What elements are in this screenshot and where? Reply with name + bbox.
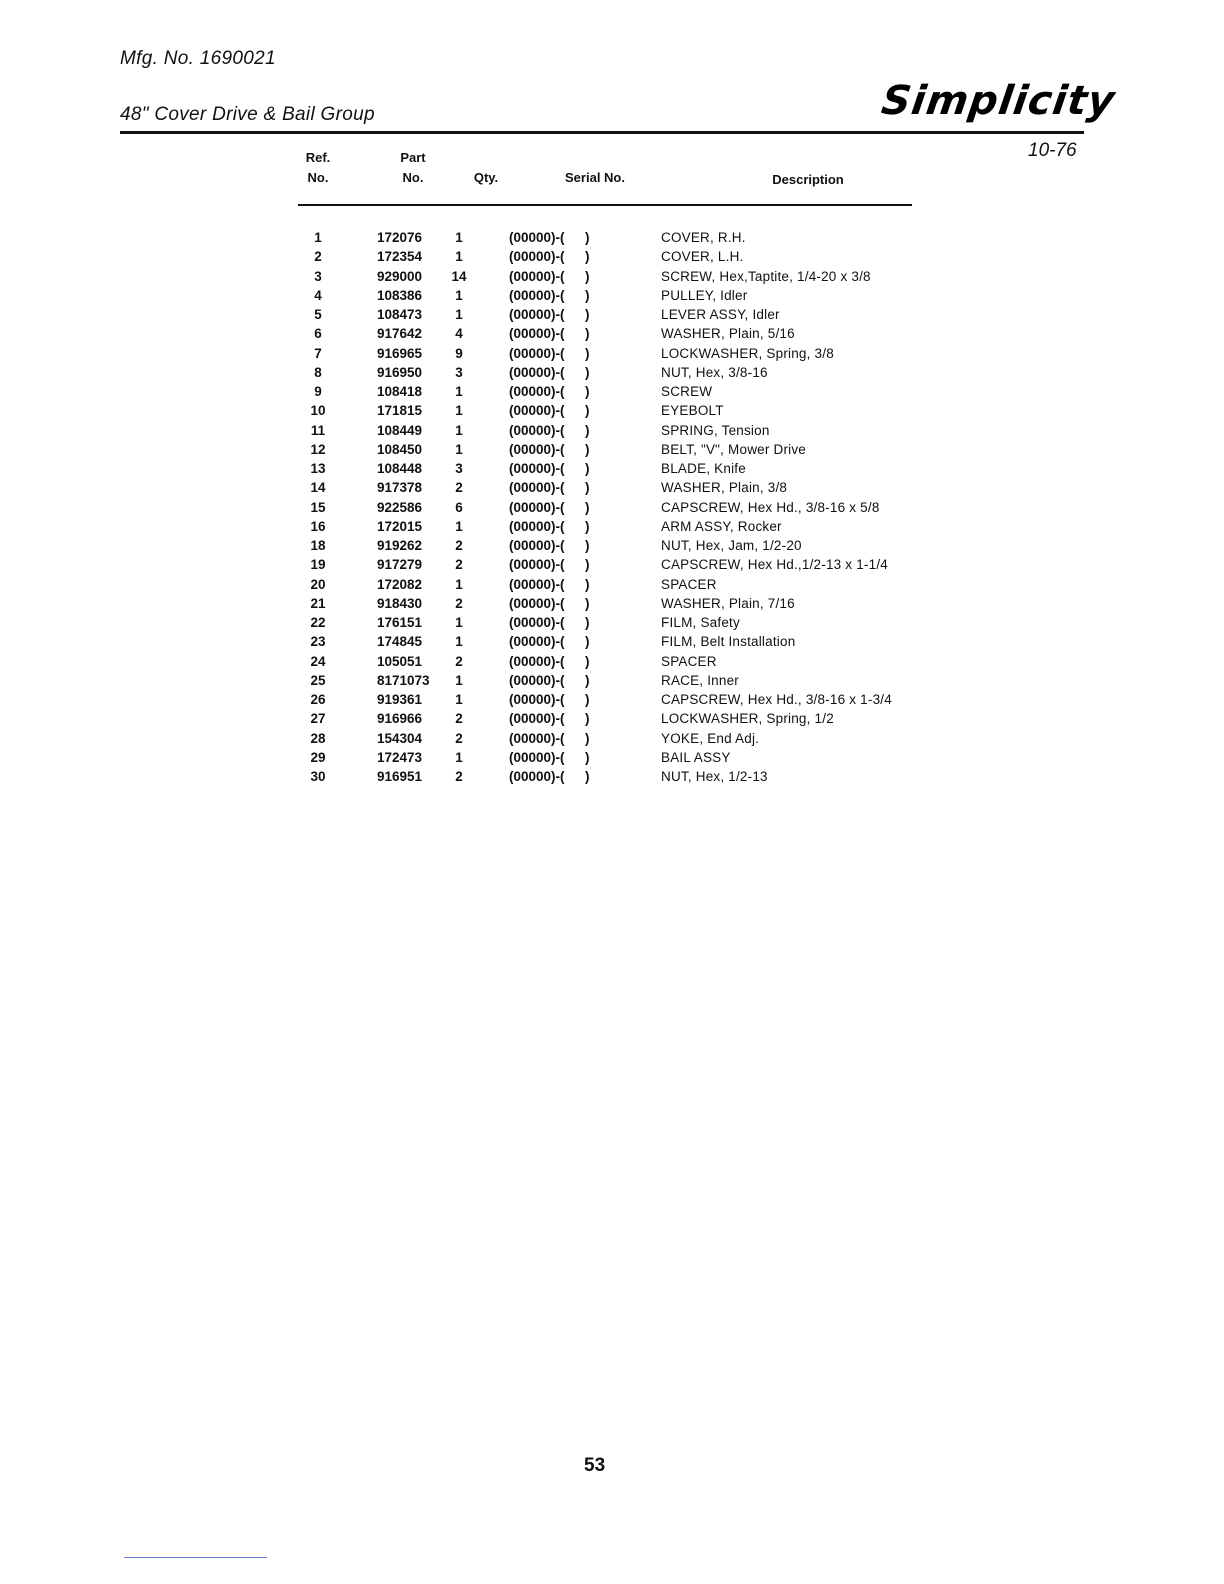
cell-description: NUT, Hex, 3/8-16 <box>661 364 768 380</box>
cell-description: BAIL ASSY <box>661 749 731 765</box>
cell-serial-end: ) <box>585 364 590 380</box>
cell-serial-no: (00000)-( <box>509 672 565 688</box>
cell-serial-no: (00000)-( <box>509 422 565 438</box>
cell-quantity: 1 <box>455 249 463 265</box>
cell-serial-end: ) <box>585 249 590 265</box>
table-row <box>300 613 892 632</box>
cell-quantity: 9 <box>455 345 463 361</box>
cell-quantity: 1 <box>455 692 463 707</box>
cell-ref-no: 10 <box>310 403 326 419</box>
table-row <box>300 536 892 555</box>
cell-serial-no: (00000)-( <box>509 576 565 592</box>
cell-part-no: 154304 <box>377 730 423 746</box>
cell-quantity: 1 <box>455 634 463 650</box>
cell-description: CAPSCREW, Hex Hd.,1/2-13 x 1-1/4 <box>661 557 888 573</box>
cell-description: SCREW, Hex,Taptite, 1/4-20 x 3/8 <box>661 268 871 284</box>
cell-description: CAPSCREW, Hex Hd., 3/8-16 x 5/8 <box>661 499 880 515</box>
table-row <box>300 247 892 266</box>
cell-serial-end: ) <box>585 422 590 438</box>
cell-part-no: 918430 <box>377 595 423 611</box>
column-header-serial: Serial No. <box>565 170 625 185</box>
cell-quantity: 6 <box>455 499 463 515</box>
table-row <box>300 363 892 382</box>
cell-serial-no: (00000)-( <box>509 307 565 322</box>
cell-serial-no: (00000)-( <box>509 769 565 784</box>
cell-description: WASHER, Plain, 3/8 <box>661 480 788 496</box>
cell-ref-no: 7 <box>314 345 322 361</box>
cell-quantity: 1 <box>455 749 463 765</box>
cell-part-no: 172473 <box>377 749 423 765</box>
cell-serial-end: ) <box>585 403 590 419</box>
cell-serial-end: ) <box>585 499 590 515</box>
cell-quantity: 1 <box>455 672 463 688</box>
cell-ref-no: 25 <box>310 672 326 688</box>
cell-ref-no: 14 <box>310 480 326 496</box>
cell-ref-no: 2 <box>314 249 322 265</box>
cell-part-no: 108418 <box>377 384 423 399</box>
cell-serial-end: ) <box>585 307 590 322</box>
cell-quantity: 2 <box>455 538 463 553</box>
cell-ref-no: 30 <box>310 769 326 784</box>
cell-description: COVER, L.H. <box>661 249 744 265</box>
cell-description: NUT, Hex, 1/2-13 <box>661 769 768 784</box>
cell-description: LOCKWASHER, Spring, 3/8 <box>661 345 834 361</box>
cell-ref-no: 11 <box>310 422 326 438</box>
cell-quantity: 14 <box>451 268 467 284</box>
cell-part-no: 917378 <box>377 480 423 496</box>
cell-quantity: 1 <box>455 422 463 438</box>
cell-quantity: 1 <box>455 307 463 322</box>
cell-part-no: 922586 <box>377 499 423 515</box>
table-row <box>300 767 892 786</box>
cell-quantity: 1 <box>455 615 463 630</box>
cell-quantity: 1 <box>455 441 463 457</box>
cell-ref-no: 29 <box>310 749 326 765</box>
cell-quantity: 3 <box>455 461 463 476</box>
cell-serial-end: ) <box>585 518 590 534</box>
cell-ref-no: 1 <box>314 230 322 245</box>
cell-description: SPRING, Tension <box>661 422 770 438</box>
cell-part-no: 916951 <box>377 769 423 784</box>
cell-serial-end: ) <box>585 538 590 553</box>
cell-ref-no: 26 <box>310 692 326 707</box>
cell-description: LOCKWASHER, Spring, 1/2 <box>661 711 834 727</box>
table-row <box>300 517 892 536</box>
cell-ref-no: 3 <box>314 268 322 284</box>
cell-ref-no: 12 <box>310 441 326 457</box>
cell-serial-no: (00000)-( <box>509 384 565 399</box>
cell-serial-end: ) <box>585 384 590 399</box>
cell-quantity: 2 <box>455 653 463 669</box>
cell-serial-no: (00000)-( <box>509 403 565 419</box>
cell-serial-end: ) <box>585 711 590 727</box>
cell-serial-end: ) <box>585 672 590 688</box>
cell-description: SPACER <box>661 576 717 592</box>
cell-description: SPACER <box>661 653 717 669</box>
group-title: 48" Cover Drive & Bail Group <box>120 104 375 125</box>
cell-ref-no: 18 <box>310 538 326 553</box>
cell-part-no: 172076 <box>377 230 423 245</box>
table-row <box>300 709 892 728</box>
cell-part-no: 916966 <box>377 711 423 727</box>
cell-serial-no: (00000)-( <box>509 326 565 342</box>
table-row <box>300 382 892 401</box>
cell-description: EYEBOLT <box>661 403 724 419</box>
table-row <box>300 555 892 574</box>
cell-quantity: 2 <box>455 711 463 727</box>
cell-ref-no: 20 <box>310 576 326 592</box>
cell-serial-end: ) <box>585 653 590 669</box>
cell-ref-no: 9 <box>314 384 322 399</box>
cell-description: SCREW <box>661 384 713 399</box>
cell-part-no: 176151 <box>377 615 423 630</box>
cell-serial-no: (00000)-( <box>509 557 565 573</box>
cell-serial-end: ) <box>585 441 590 457</box>
table-row <box>300 671 892 690</box>
table-row <box>300 286 892 305</box>
table-row <box>300 748 892 767</box>
cell-serial-end: ) <box>585 461 590 476</box>
column-header-description: Description <box>772 172 844 187</box>
cell-serial-no: (00000)-( <box>509 268 565 284</box>
cell-serial-end: ) <box>585 615 590 630</box>
revision-date: 10-76 <box>1028 140 1077 161</box>
cell-serial-no: (00000)-( <box>509 287 565 303</box>
cell-serial-no: (00000)-( <box>509 653 565 669</box>
cell-serial-no: (00000)-( <box>509 345 565 361</box>
cell-serial-no: (00000)-( <box>509 595 565 611</box>
cell-ref-no: 28 <box>310 730 326 746</box>
table-row <box>300 478 892 497</box>
cell-part-no: 919262 <box>377 538 423 553</box>
table-row <box>300 594 892 613</box>
table-row <box>300 228 892 247</box>
cell-quantity: 2 <box>455 480 463 496</box>
cell-serial-end: ) <box>585 480 590 496</box>
cell-ref-no: 21 <box>310 595 326 611</box>
table-row <box>300 729 892 748</box>
cell-serial-no: (00000)-( <box>509 364 565 380</box>
cell-ref-no: 22 <box>310 615 326 630</box>
cell-part-no: 919361 <box>377 692 423 707</box>
cell-serial-no: (00000)-( <box>509 518 565 534</box>
cell-part-no: 917642 <box>377 326 423 342</box>
header-underline <box>298 204 912 206</box>
table-row <box>300 324 892 343</box>
cell-ref-no: 6 <box>314 326 322 342</box>
column-header-ref-line2: No. <box>307 170 329 185</box>
column-header-part <box>390 148 436 188</box>
cell-serial-no: (00000)-( <box>509 230 565 245</box>
table-row <box>300 632 892 651</box>
cell-serial-no: (00000)-( <box>509 538 565 553</box>
table-row <box>300 401 892 420</box>
column-header-ref-line1: Ref. <box>305 150 331 165</box>
cell-part-no: 929000 <box>377 268 423 284</box>
cell-part-no: 172354 <box>377 249 423 265</box>
cell-part-no: 8171073 <box>377 672 430 688</box>
table-row <box>300 498 892 517</box>
cell-description: COVER, R.H. <box>661 230 746 245</box>
cell-ref-no: 24 <box>310 653 326 669</box>
cell-part-no: 917279 <box>377 557 423 573</box>
cell-part-no: 174845 <box>377 634 423 650</box>
cell-serial-end: ) <box>585 268 590 284</box>
cell-quantity: 1 <box>455 230 463 245</box>
cell-description: NUT, Hex, Jam, 1/2-20 <box>661 538 802 553</box>
cell-ref-no: 8 <box>314 364 322 380</box>
cell-description: FILM, Belt Installation <box>661 634 796 650</box>
table-row <box>300 421 892 440</box>
cell-ref-no: 16 <box>310 518 326 534</box>
cell-serial-end: ) <box>585 345 590 361</box>
cell-serial-end: ) <box>585 326 590 342</box>
cell-description: LEVER ASSY, Idler <box>661 307 780 322</box>
parts-table <box>300 228 892 786</box>
cell-serial-end: ) <box>585 769 590 784</box>
cell-ref-no: 19 <box>310 557 326 573</box>
cell-serial-end: ) <box>585 730 590 746</box>
cell-serial-no: (00000)-( <box>509 461 565 476</box>
cell-description: FILM, Safety <box>661 615 740 630</box>
cell-quantity: 1 <box>455 518 463 534</box>
cell-quantity: 1 <box>455 576 463 592</box>
cell-quantity: 2 <box>455 769 463 784</box>
column-header-ref <box>298 148 338 188</box>
cell-serial-end: ) <box>585 634 590 650</box>
header-rule <box>120 131 1084 134</box>
cell-part-no: 171815 <box>377 403 423 419</box>
cell-part-no: 108448 <box>377 461 423 476</box>
table-row <box>300 652 892 671</box>
column-header-qty: Qty. <box>473 170 499 185</box>
table-row <box>300 459 892 478</box>
cell-part-no: 916950 <box>377 364 423 380</box>
cell-part-no: 105051 <box>377 653 423 669</box>
cell-serial-no: (00000)-( <box>509 615 565 630</box>
cell-serial-end: ) <box>585 595 590 611</box>
cell-part-no: 172015 <box>377 518 423 534</box>
table-row <box>300 575 892 594</box>
cell-description: BLADE, Knife <box>661 461 746 476</box>
table-row <box>300 344 892 363</box>
footer-line <box>124 1557 267 1558</box>
column-header-part-line2: No. <box>402 170 424 185</box>
cell-serial-end: ) <box>585 230 590 245</box>
cell-serial-no: (00000)-( <box>509 480 565 496</box>
cell-quantity: 1 <box>455 403 463 419</box>
cell-part-no: 108386 <box>377 287 423 303</box>
cell-part-no: 108450 <box>377 441 423 457</box>
cell-quantity: 1 <box>455 384 463 399</box>
cell-ref-no: 15 <box>310 499 326 515</box>
cell-serial-no: (00000)-( <box>509 634 565 650</box>
cell-description: YOKE, End Adj. <box>661 730 760 746</box>
brand-logo: Simplicity <box>878 78 1119 124</box>
table-row <box>300 440 892 459</box>
cell-quantity: 1 <box>455 287 463 303</box>
cell-description: RACE, Inner <box>661 672 739 688</box>
table-row <box>300 267 892 286</box>
cell-description: WASHER, Plain, 5/16 <box>661 326 795 342</box>
cell-serial-end: ) <box>585 749 590 765</box>
cell-description: PULLEY, Idler <box>661 287 748 303</box>
cell-ref-no: 23 <box>310 634 326 650</box>
table-row <box>300 305 892 324</box>
cell-quantity: 2 <box>455 557 463 573</box>
table-row <box>300 690 892 709</box>
cell-quantity: 3 <box>455 364 463 380</box>
cell-serial-no: (00000)-( <box>509 711 565 727</box>
cell-serial-end: ) <box>585 576 590 592</box>
cell-quantity: 2 <box>455 595 463 611</box>
cell-serial-end: ) <box>585 557 590 573</box>
cell-serial-no: (00000)-( <box>509 499 565 515</box>
cell-ref-no: 13 <box>310 461 326 476</box>
cell-serial-no: (00000)-( <box>509 692 565 707</box>
cell-description: ARM ASSY, Rocker <box>661 518 782 534</box>
cell-serial-end: ) <box>585 287 590 303</box>
cell-serial-end: ) <box>585 692 590 707</box>
cell-description: CAPSCREW, Hex Hd., 3/8-16 x 1-3/4 <box>661 692 892 707</box>
cell-ref-no: 4 <box>314 287 322 303</box>
cell-part-no: 916965 <box>377 345 423 361</box>
cell-ref-no: 27 <box>310 711 326 727</box>
parts-table-body <box>300 228 892 786</box>
cell-quantity: 2 <box>455 730 463 746</box>
column-header-part-line1: Part <box>400 150 426 165</box>
cell-description: WASHER, Plain, 7/16 <box>661 595 795 611</box>
cell-part-no: 108449 <box>377 422 423 438</box>
mfg-number: Mfg. No. 1690021 <box>120 48 276 69</box>
cell-serial-no: (00000)-( <box>509 249 565 265</box>
cell-part-no: 108473 <box>377 307 423 322</box>
cell-description: BELT, "V", Mower Drive <box>661 441 807 457</box>
cell-ref-no: 5 <box>314 307 322 322</box>
cell-part-no: 172082 <box>377 576 423 592</box>
cell-quantity: 4 <box>455 326 463 342</box>
cell-serial-no: (00000)-( <box>509 749 565 765</box>
cell-serial-no: (00000)-( <box>509 730 565 746</box>
cell-serial-no: (00000)-( <box>509 441 565 457</box>
page-number: 53 <box>584 1455 606 1476</box>
